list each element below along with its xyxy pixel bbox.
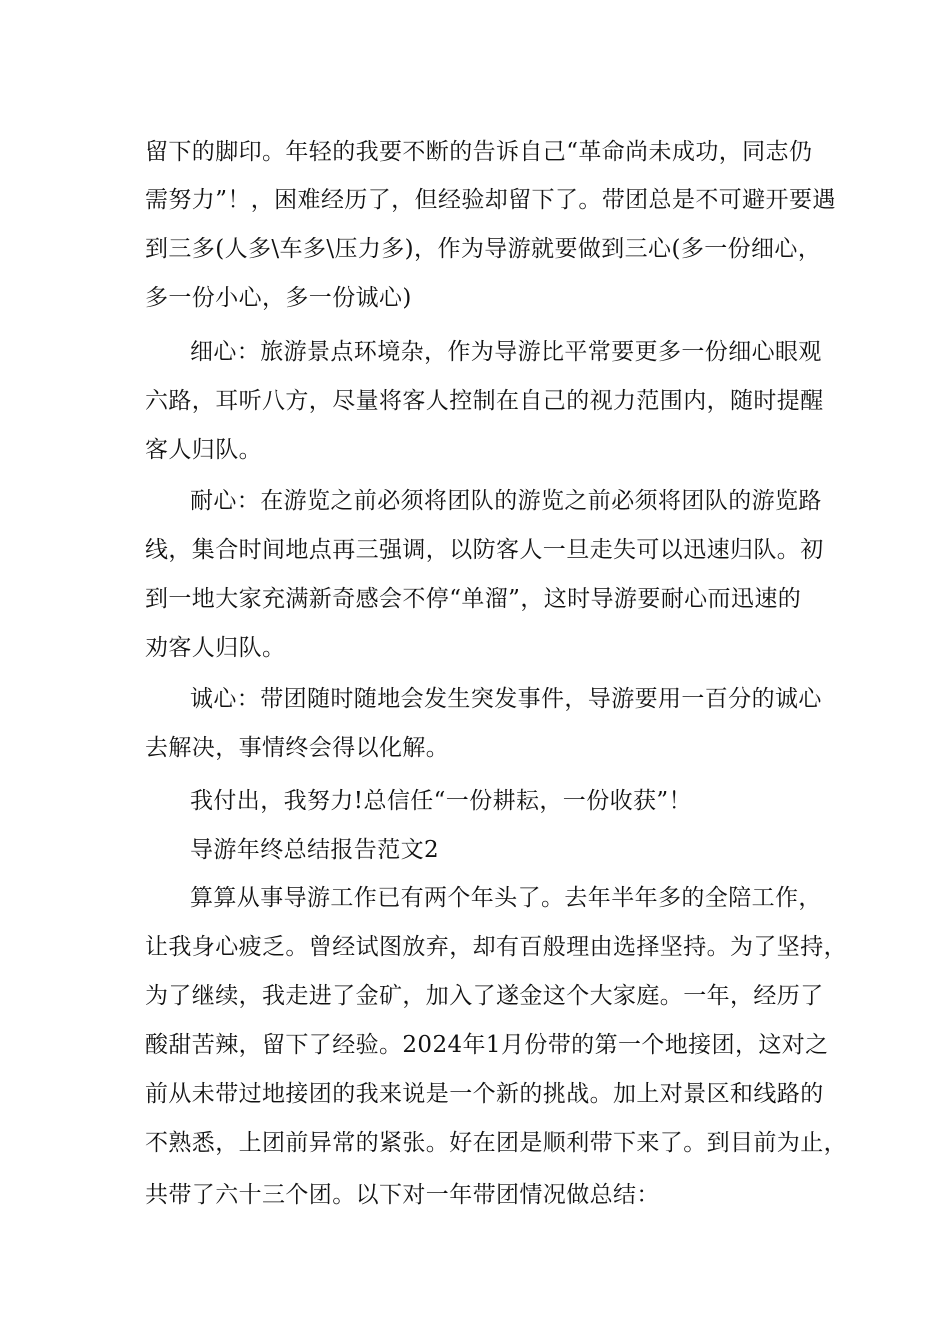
paragraph-line: 多一份小心，多一份诚心) [145, 285, 412, 311]
paragraph-line: 共带了六十三个团。以下对一年带团情况做总结： [145, 1182, 660, 1208]
paragraph-line: 让我身心疲乏。曾经试图放弃，却有百般理由选择坚持。为了坚持， [145, 934, 847, 960]
paragraph-line: 需努力”！，困难经历了，但经验却留下了。带团总是不可避开要遇 [145, 187, 836, 213]
paragraph-line: 到一地大家充满新奇感会不停“单溜”，这时导游要耐心而迅速的 [145, 586, 802, 612]
paragraph-line: 耐心：在游览之前必须将团队的游览之前必须将团队的游览路 [190, 488, 822, 514]
paragraph-line: 客人归队。 [145, 437, 262, 463]
paragraph-line: 我付出，我努力!总信任“一份耕耘，一份收获”！ [190, 788, 692, 814]
paragraph-line: 不熟悉，上团前异常的紧张。好在团是顺利带下来了。到目前为止， [145, 1130, 847, 1156]
paragraph-line: 到三多(人多\车多\压力多)，作为导游就要做到三心(多一份细心， [145, 236, 822, 262]
paragraph-line: 酸甜苦辣，留下了经验。2024年1月份带的第一个地接团，这对之 [145, 1032, 829, 1058]
paragraph-line: 为了继续，我走进了金矿，加入了遂金这个大家庭。一年，经历了 [145, 983, 824, 1009]
paragraph-line: 去解决，事情终会得以化解。 [145, 735, 450, 761]
paragraph-line: 线，集合时间地点再三强调，以防客人一旦走失可以迅速归队。初 [145, 537, 824, 563]
paragraph-line: 劝客人归队。 [145, 635, 286, 661]
section-heading: 导游年终总结报告范文2 [190, 837, 440, 863]
paragraph-line: 细心：旅游景点环境杂，作为导游比平常要更多一份细心眼观 [190, 339, 822, 365]
paragraph-line: 前从未带过地接团的我来说是一个新的挑战。加上对景区和线路的 [145, 1081, 824, 1107]
paragraph-line: 六路，耳听八方，尽量将客人控制在自己的视力范围内，随时提醒 [145, 388, 824, 414]
paragraph-line: 诚心：带团随时随地会发生突发事件，导游要用一百分的诚心 [190, 686, 822, 712]
paragraph-line: 算算从事导游工作已有两个年头了。去年半年多的全陪工作， [190, 885, 822, 911]
paragraph-line: 留下的脚印。年轻的我要不断的告诉自己“革命尚未成功，同志仍 [145, 139, 813, 165]
